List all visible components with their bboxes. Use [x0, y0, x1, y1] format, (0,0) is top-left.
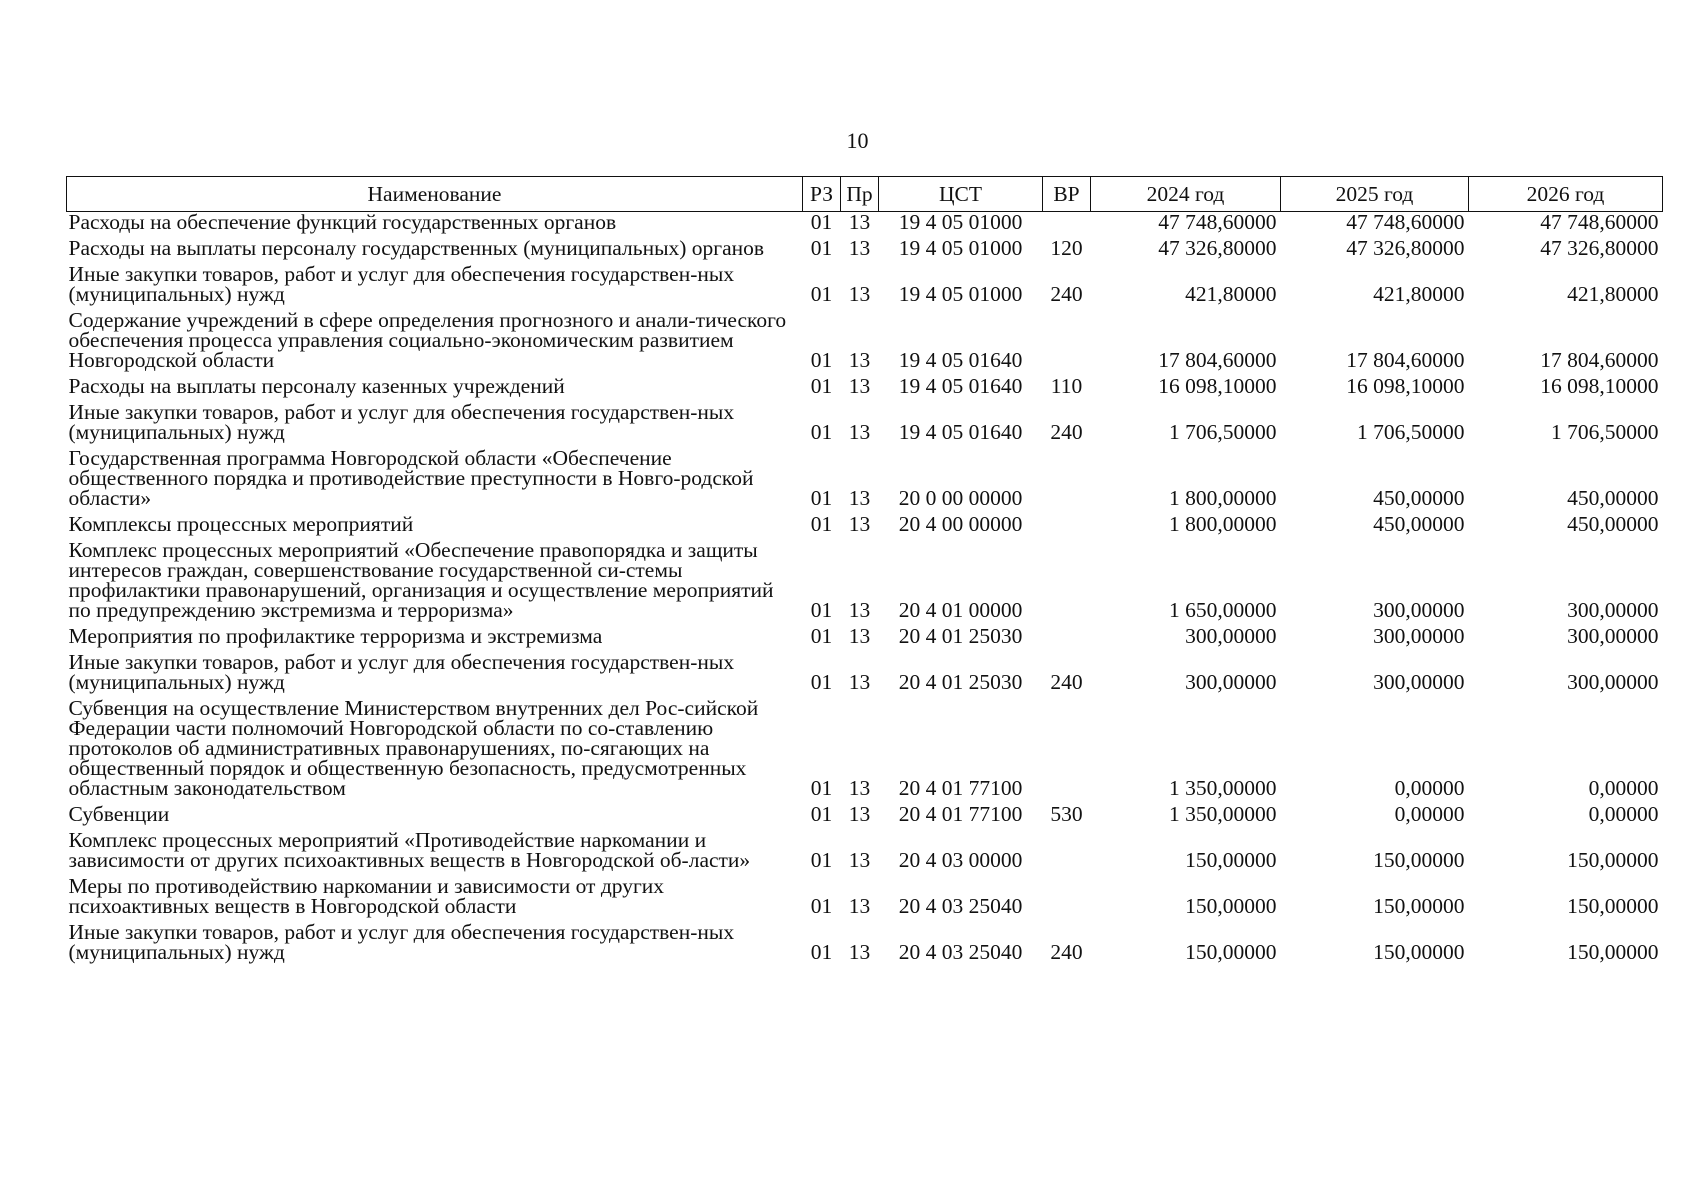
table-row — [67, 212, 1663, 239]
cell-name: Комплекс процессных мероприятий «Обеспечение правопорядка и защиты интересов граждан, совершенствование государственной си-стемы профилактики правонарушений, организация и осуществление мероприятий по предупреждению экстремизма и терроризма» — [68, 538, 774, 622]
cell-2025: 300,00000 — [1373, 670, 1465, 694]
cell-vr — [1043, 212, 1091, 239]
cell-rz: 01 — [810, 512, 833, 536]
cell-rz: 01 — [810, 236, 833, 260]
cell-vr: 120 — [1050, 236, 1083, 260]
cell-name: Расходы на выплаты персоналу казенных учреждений — [68, 374, 565, 398]
cell-2026: 47 748,60000 — [1540, 210, 1659, 234]
cell-vr — [1043, 540, 1091, 626]
cell-vr — [1043, 310, 1091, 376]
cell-rz: 01 — [810, 894, 833, 918]
cell-2026: 1 706,50000 — [1551, 420, 1659, 444]
cell-2024: 300,00000 — [1185, 624, 1277, 648]
cell-pr: 13 — [848, 598, 871, 622]
cell-vr — [1043, 514, 1091, 540]
cell-2026: 300,00000 — [1567, 670, 1659, 694]
table-row — [67, 514, 1663, 540]
cell-rz: 01 — [810, 420, 833, 444]
cell-cst: 20 4 00 00000 — [898, 512, 1023, 536]
cell-cst: 20 4 01 25030 — [898, 624, 1023, 648]
cell-2025: 150,00000 — [1373, 894, 1465, 918]
cell-cst: 20 4 01 77100 — [898, 802, 1023, 826]
header-pr: Пр — [841, 177, 879, 212]
cell-2025: 17 804,60000 — [1346, 348, 1465, 372]
table-row — [67, 830, 1663, 876]
cell-vr: 530 — [1050, 802, 1083, 826]
cell-cst: 20 4 03 25040 — [898, 894, 1023, 918]
cell-2026: 150,00000 — [1567, 940, 1659, 964]
cell-cst: 20 4 01 00000 — [898, 598, 1023, 622]
cell-2024: 421,80000 — [1185, 282, 1277, 306]
cell-2024: 150,00000 — [1185, 848, 1277, 872]
cell-rz: 01 — [810, 598, 833, 622]
cell-name: Субвенции — [68, 802, 170, 826]
cell-vr — [1043, 830, 1091, 876]
cell-cst: 19 4 05 01000 — [898, 236, 1023, 260]
cell-2025: 1 706,50000 — [1357, 420, 1465, 444]
table-row — [67, 238, 1663, 264]
cell-2025: 47 326,80000 — [1346, 236, 1465, 260]
cell-pr: 13 — [848, 776, 871, 800]
cell-2025: 450,00000 — [1373, 486, 1465, 510]
cell-rz: 01 — [810, 348, 833, 372]
cell-rz: 01 — [810, 624, 833, 648]
cell-cst: 19 4 05 01640 — [898, 420, 1023, 444]
cell-name: Расходы на обеспечение функций государственных органов — [68, 210, 617, 234]
budget-table — [66, 176, 1663, 968]
cell-rz: 01 — [810, 282, 833, 306]
cell-cst: 20 4 03 00000 — [898, 848, 1023, 872]
table-row — [67, 652, 1663, 698]
cell-2024: 1 350,00000 — [1169, 776, 1277, 800]
cell-2025: 16 098,10000 — [1346, 374, 1465, 398]
cell-pr: 13 — [848, 624, 871, 648]
cell-name: Иные закупки товаров, работ и услуг для обеспечения государствен-ных (муниципальных) нужд — [68, 400, 735, 444]
cell-name: Государственная программа Новгородской области «Обеспечение общественного порядка и противодействие преступности в Новго-родской области» — [68, 446, 754, 510]
cell-2024: 47 326,80000 — [1158, 236, 1277, 260]
cell-name: Иные закупки товаров, работ и услуг для обеспечения государствен-ных (муниципальных) нужд — [68, 650, 735, 694]
cell-2025: 300,00000 — [1373, 624, 1465, 648]
cell-pr: 13 — [848, 894, 871, 918]
table-row — [67, 804, 1663, 830]
cell-name: Содержание учреждений в сфере определения прогнозного и анали-тического обеспечения процесса управления социально-экономическим развитием Новгородской области — [68, 308, 787, 372]
cell-2026: 150,00000 — [1567, 894, 1659, 918]
cell-cst: 20 0 00 00000 — [898, 486, 1023, 510]
cell-2026: 0,00000 — [1588, 802, 1659, 826]
cell-2025: 150,00000 — [1373, 848, 1465, 872]
cell-2026: 300,00000 — [1567, 624, 1659, 648]
table-row — [67, 876, 1663, 922]
cell-2026: 421,80000 — [1567, 282, 1659, 306]
cell-rz: 01 — [810, 940, 833, 964]
cell-vr: 240 — [1050, 940, 1083, 964]
cell-pr: 13 — [848, 940, 871, 964]
cell-2026: 0,00000 — [1588, 776, 1659, 800]
cell-vr — [1043, 876, 1091, 922]
cell-2026: 16 098,10000 — [1540, 374, 1659, 398]
cell-vr: 240 — [1050, 420, 1083, 444]
header-cst: ЦСТ — [879, 177, 1043, 212]
cell-2026: 450,00000 — [1567, 512, 1659, 536]
cell-pr: 13 — [848, 282, 871, 306]
cell-pr: 13 — [848, 236, 871, 260]
cell-2026: 300,00000 — [1567, 598, 1659, 622]
cell-pr: 13 — [848, 848, 871, 872]
cell-2025: 421,80000 — [1373, 282, 1465, 306]
cell-2025: 0,00000 — [1394, 802, 1465, 826]
table-row — [67, 540, 1663, 626]
cell-2024: 17 804,60000 — [1158, 348, 1277, 372]
cell-2025: 0,00000 — [1394, 776, 1465, 800]
cell-2024: 16 098,10000 — [1158, 374, 1277, 398]
cell-rz: 01 — [810, 802, 833, 826]
cell-cst: 19 4 05 01000 — [898, 210, 1023, 234]
cell-pr: 13 — [848, 670, 871, 694]
cell-pr: 13 — [848, 348, 871, 372]
cell-name: Комплекс процессных мероприятий «Противодействие наркомании и зависимости от других психоактивных веществ в Новгородской об-ласти» — [68, 828, 751, 872]
cell-rz: 01 — [810, 848, 833, 872]
cell-name: Иные закупки товаров, работ и услуг для обеспечения государствен-ных (муниципальных) нужд — [68, 920, 735, 964]
header-2024: 2024 год — [1091, 177, 1281, 212]
cell-vr: 240 — [1050, 670, 1083, 694]
cell-2024: 1 800,00000 — [1169, 486, 1277, 510]
table-row — [67, 626, 1663, 652]
table-row — [67, 310, 1663, 376]
cell-rz: 01 — [810, 776, 833, 800]
header-2026: 2026 год — [1469, 177, 1663, 212]
cell-vr — [1043, 698, 1091, 804]
cell-vr: 110 — [1050, 374, 1083, 398]
cell-rz: 01 — [810, 374, 833, 398]
cell-2025: 150,00000 — [1373, 940, 1465, 964]
cell-2024: 47 748,60000 — [1158, 210, 1277, 234]
table-row — [67, 448, 1663, 514]
cell-name: Субвенция на осуществление Министерством внутренних дел Рос-сийской Федерации части полномочий Новгородской области по со-ставлению протоколов об административных правонарушениях, по-сягающих на общественный порядок и общественную безопасность, предусмотренных областным законодательством — [68, 696, 759, 800]
cell-2026: 450,00000 — [1567, 486, 1659, 510]
table-row — [67, 264, 1663, 310]
cell-cst: 20 4 01 77100 — [898, 776, 1023, 800]
cell-2025: 47 748,60000 — [1346, 210, 1465, 234]
cell-name: Мероприятия по профилактике терроризма и экстремизма — [68, 624, 603, 648]
cell-name: Комплексы процессных мероприятий — [68, 512, 414, 536]
cell-2026: 47 326,80000 — [1540, 236, 1659, 260]
cell-pr: 13 — [848, 374, 871, 398]
cell-name: Расходы на выплаты персоналу государственных (муниципальных) органов — [68, 236, 765, 260]
cell-2024: 150,00000 — [1185, 940, 1277, 964]
table-row — [67, 698, 1663, 804]
page-number: 10 — [846, 128, 869, 153]
cell-2026: 150,00000 — [1567, 848, 1659, 872]
cell-pr: 13 — [848, 486, 871, 510]
cell-2024: 300,00000 — [1185, 670, 1277, 694]
table-row — [67, 376, 1663, 402]
cell-2024: 1 650,00000 — [1169, 598, 1277, 622]
cell-rz: 01 — [810, 486, 833, 510]
cell-2024: 150,00000 — [1185, 894, 1277, 918]
cell-cst: 20 4 03 25040 — [898, 940, 1023, 964]
cell-2025: 450,00000 — [1373, 512, 1465, 536]
table-row — [67, 402, 1663, 448]
cell-name: Меры по противодействию наркомании и зависимости от других психоактивных веществ в Новгородской области — [68, 874, 665, 918]
cell-2024: 1 350,00000 — [1169, 802, 1277, 826]
cell-pr: 13 — [848, 420, 871, 444]
cell-2024: 1 706,50000 — [1169, 420, 1277, 444]
cell-pr: 13 — [848, 210, 871, 234]
cell-vr: 240 — [1050, 282, 1083, 306]
cell-2025: 300,00000 — [1373, 598, 1465, 622]
cell-pr: 13 — [848, 802, 871, 826]
header-2025: 2025 год — [1281, 177, 1469, 212]
cell-cst: 19 4 05 01000 — [898, 282, 1023, 306]
cell-2026: 17 804,60000 — [1540, 348, 1659, 372]
table-row — [67, 922, 1663, 968]
cell-rz: 01 — [810, 210, 833, 234]
header-name: Наименование — [67, 177, 803, 212]
cell-rz: 01 — [810, 670, 833, 694]
cell-vr — [1043, 448, 1091, 514]
cell-cst: 19 4 05 01640 — [898, 348, 1023, 372]
cell-cst: 20 4 01 25030 — [898, 670, 1023, 694]
cell-2024: 1 800,00000 — [1169, 512, 1277, 536]
header-rz: РЗ — [803, 177, 841, 212]
header-vr: ВР — [1043, 177, 1091, 212]
cell-pr: 13 — [848, 512, 871, 536]
cell-cst: 19 4 05 01640 — [898, 374, 1023, 398]
table-header-row — [67, 177, 1663, 212]
cell-vr — [1043, 626, 1091, 652]
cell-name: Иные закупки товаров, работ и услуг для обеспечения государствен-ных (муниципальных) нужд — [68, 262, 735, 306]
